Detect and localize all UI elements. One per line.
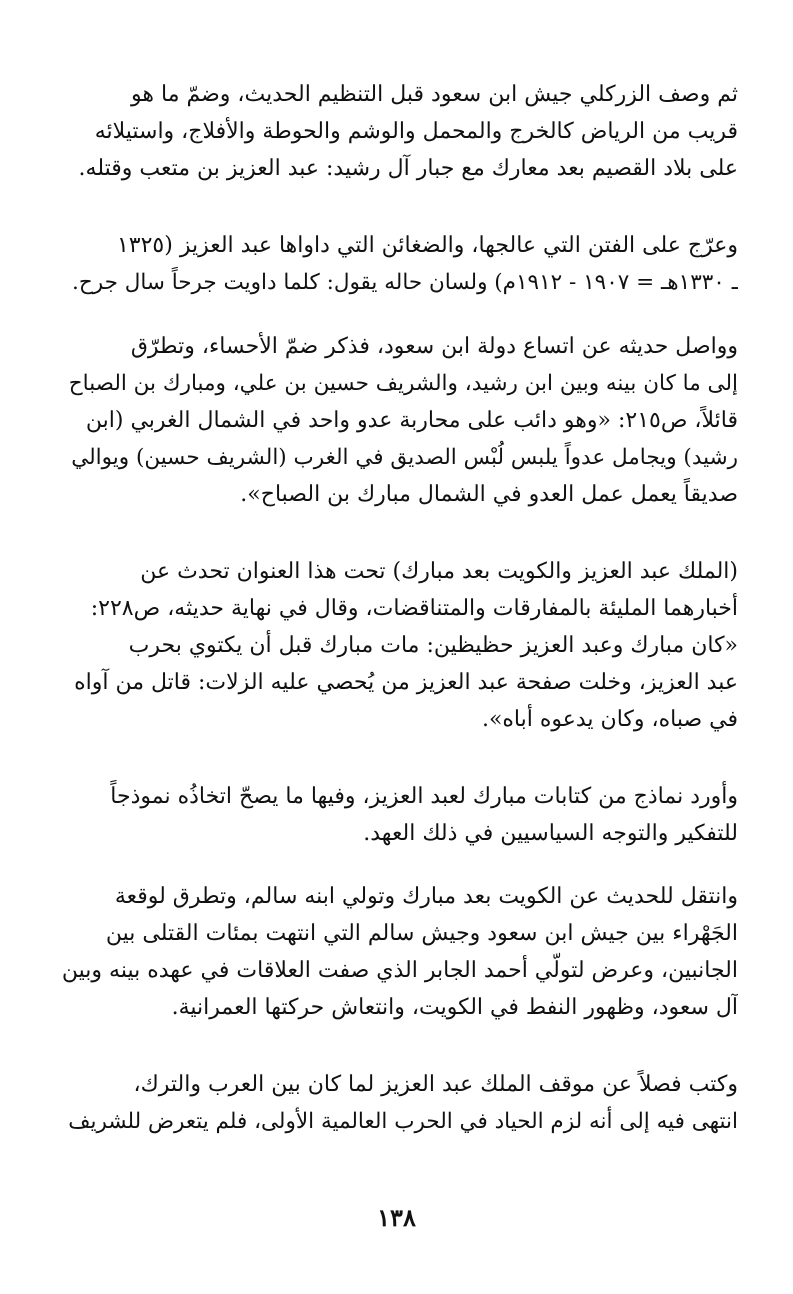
paragraph-3 [62,328,738,513]
paragraph-line: انتهى فيه إلى أنه لزم الحياد في الحرب العالمية الأولى، فلم يتعرض للشريف [68,1109,738,1134]
paragraph-line: رشيد) ويجامل عدواً يلبس لُبْس الصديق في الغرب (الشريف حسين) ويوالي [71,445,738,470]
paragraph-line: (الملك عبد العزيز والكويت بعد مبارك) تحت هذا العنوان تحدث عن [140,559,738,584]
paragraph-line: قائلاً، ص٢١٥: «وهو دائب على محاربة عدو واحد في الشمال الغربي (ابن [85,408,738,433]
paragraph-line: إلى ما كان بينه وبين ابن رشيد، والشريف حسين بن علي، ومبارك بن الصباح [68,371,738,396]
paragraph-line: في صباه، وكان يدعوه أباه». [481,707,738,732]
paragraph-2 [62,227,738,301]
paragraph-line: ثم وصف الزركلي جيش ابن سعود قبل التنظيم الحديث، وضمّ ما هو [131,82,738,107]
paragraph-line: «كان مبارك وعبد العزيز حظيظين: مات مبارك قبل أن يكتوي بحرب [128,633,738,658]
paragraph-line: صديقاً يعمل عمل العدو في الشمال مبارك بن الصباح». [240,482,738,507]
page-number: ١٣٨ [377,1203,416,1232]
paragraph-4 [62,553,738,738]
paragraph-line: الجَهْراء بين جيش ابن سعود وجيش سالم التي انتهت بمئات القتلى بين [105,921,738,946]
paragraph-line: وانتقل للحديث عن الكويت بعد مبارك وتولي ابنه سالم، وتطرق لوقعة [114,884,738,909]
paragraph-line: آل سعود، وظهور النفط في الكويت، وانتعاش حركتها العمرانية. [171,995,738,1020]
paragraph-line: قريب من الرياض كالخرج والمحمل والوشم والحوطة والأفلاج، واستيلائه [94,119,738,144]
paragraph-line: على بلاد القصيم بعد معارك مع جبار آل رشيد: عبد العزيز بن متعب وقتله. [78,156,738,181]
paragraph-line: ـ ١٣٣٠هـ = ١٩٠٧ - ١٩١٢م) ولسان حاله يقول: كلما داويت جرحاً سال جرح. [72,270,738,295]
paragraph-line: وواصل حديثه عن اتساع دولة ابن سعود، فذكر ضمّ الأحساء، وتطرّق [130,334,738,359]
paragraph-line: وعرّج على الفتن التي عالجها، والضغائن التي داواها عبد العزيز (١٣٢٥ [116,233,738,258]
paragraph-6 [62,878,738,1026]
paragraph-line: وأورد نماذج من كتابات مبارك لعبد العزيز، وفيها ما يصحّ اتخاذُه نموذجاً [110,784,738,809]
paragraph-line: وكتب فصلاً عن موقف الملك عبد العزيز لما كان بين العرب والترك، [133,1072,738,1097]
paragraph-7 [62,1066,738,1140]
paragraph-line: أخبارهما المليئة بالمفارقات والمتناقضات، وقال في نهاية حديثه، ص٢٢٨: [90,596,738,621]
paragraph-5 [62,778,738,852]
paragraph-line: الجانبين، وعرض لتولّي أحمد الجابر الذي صفت العلاقات في عهده بينه وبين [62,958,738,983]
paragraph-1 [62,76,738,187]
paragraph-line: عبد العزيز، وخلت صفحة عبد العزيز من يُحصي عليه الزلات: قاتل من آواه [74,670,738,695]
paragraph-line: للتفكير والتوجه السياسيين في ذلك العهد. [363,821,738,846]
